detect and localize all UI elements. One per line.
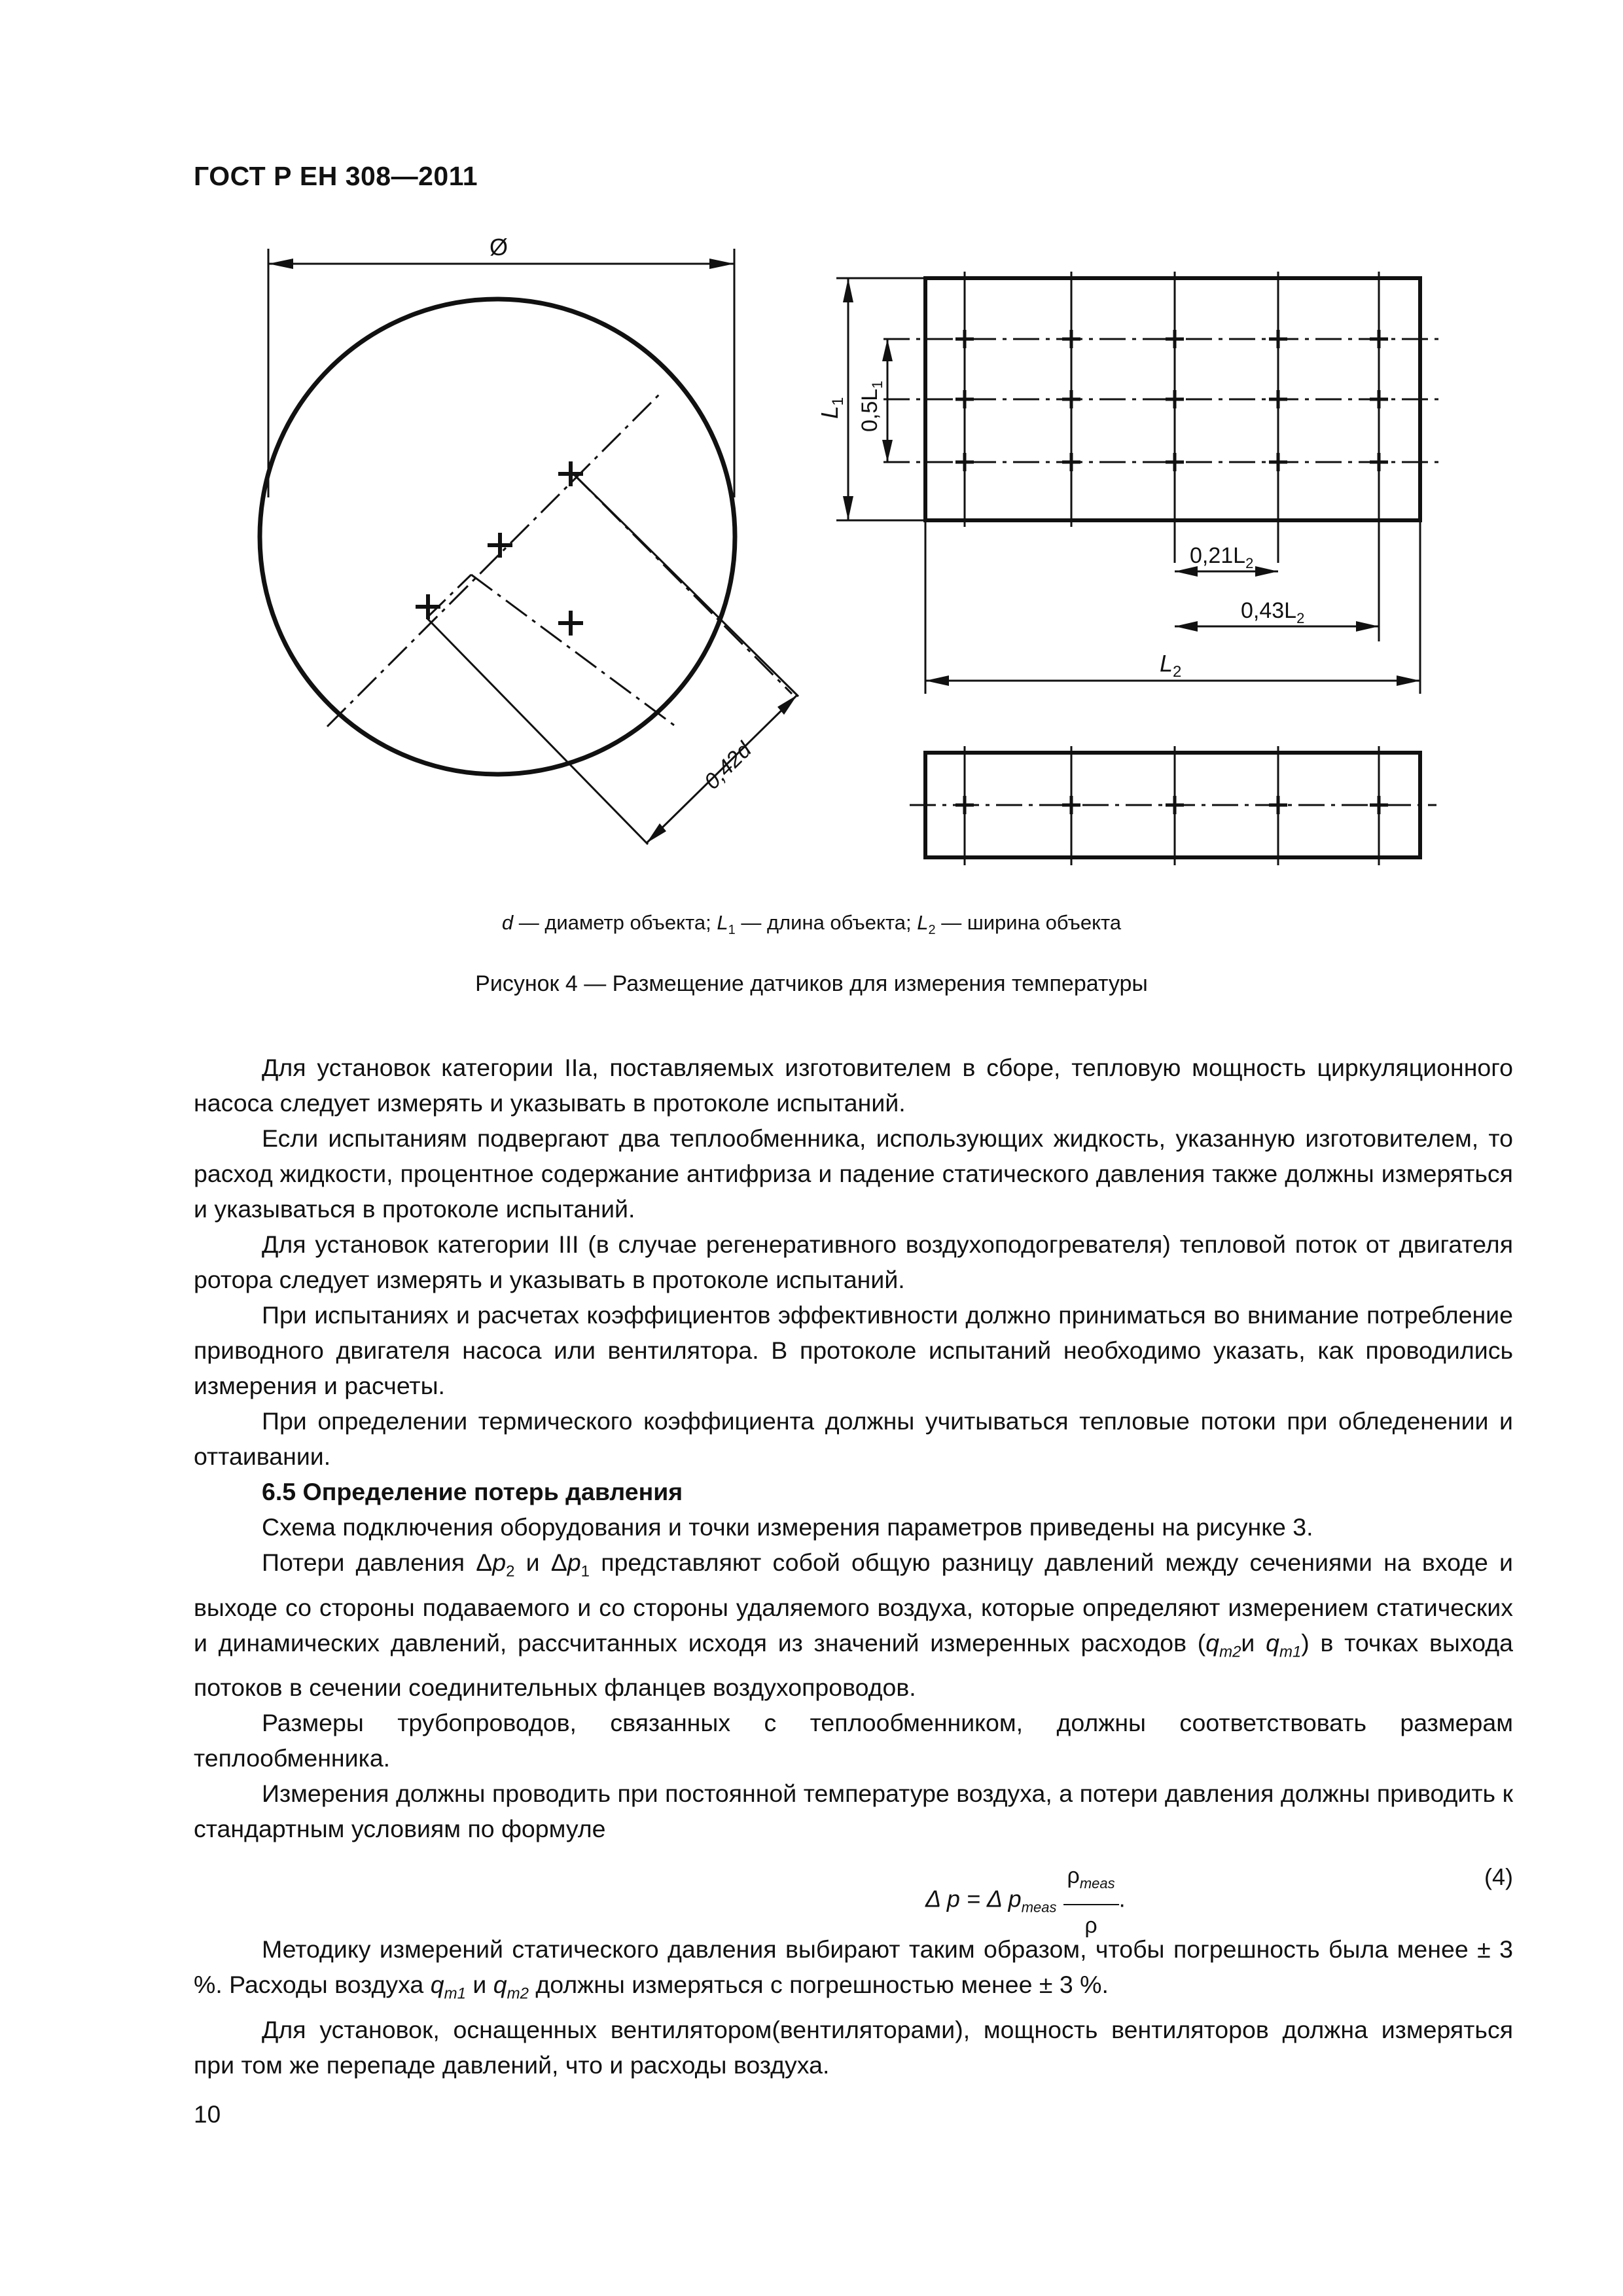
paragraph: Если испытаниям подвергают два теплообменника, использующих жидкость, указанную изготовителем, то расход жидкости, процентное содержание антифриза и падение статического давления также должны измеряться и указываться в протоколе испытаний.	[194, 1124, 1513, 1223]
sensor-cross	[416, 594, 440, 619]
formula-number: (4)	[1484, 1863, 1513, 1890]
paragraph: При испытаниях и расчетах коэффициентов эффективности должно приниматься во внимание потребление приводного двигателя насоса или вентилятора. В протоколе испытаний необходимо указать, как проводились измерения и расчеты.	[194, 1301, 1513, 1399]
document-header: ГОСТ Р ЕН 308—2011	[194, 161, 478, 191]
diameter-symbol: Ø	[490, 234, 508, 260]
circle-offset-axis-1	[427, 575, 471, 618]
d042-label: 0,42d	[699, 737, 757, 795]
paragraph: Методику измерений статического давления выбирают таким образом, чтобы погрешность была менее ± 3 %. Расходы воздуха $q_{m1}$ и $q_{m2}$ должны измеряться с погрешностью менее ± 3 %.	[194, 1935, 1513, 2003]
section-heading: 6.5 Определение потерь давления	[262, 1478, 683, 1505]
circle-center-line	[327, 393, 661, 726]
l043-label: $0,43L_2$	[1241, 598, 1305, 626]
paragraph: Потери давления $\Delta p_2$ и $\Delta p_1$ представляют собой общую разницу давлений между сечениями на входе и выходе со стороны подаваемого и со стороны удаляемого воздуха, которые определяют измерением статических и динамических давлений, рассчитанных исходя из значений измеренных расходов ($q_{m2}и$ $q_{m1}$) в точках выхода потоков в сечении соединительных фланцев воздухопроводов.	[194, 1549, 1513, 1701]
sensor-cross	[1370, 796, 1388, 814]
half-L1-label: $0,5L_1$	[857, 380, 885, 432]
L1-label: $L_1$	[816, 397, 847, 419]
sensor-cross	[1062, 796, 1080, 814]
figure-legend: d — диаметр объекта; $L_1$ — длина объекта; $L_2$ — ширина объекта	[501, 911, 1122, 938]
sensor-cross	[1370, 330, 1388, 348]
sensor-cross	[488, 533, 512, 558]
sensor-cross	[955, 453, 974, 471]
l021-label: $0,21L_2$	[1190, 543, 1254, 571]
paragraph: Для установок категории III (в случае регенеративного воздухоподогревателя) тепловой поток от двигателя ротора следует измерять и указывать в протоколе испытаний.	[194, 1230, 1513, 1293]
sensor-cross	[1370, 453, 1388, 471]
sensor-cross	[1062, 390, 1080, 408]
sensor-cross	[1062, 453, 1080, 471]
sensor-cross	[1269, 330, 1287, 348]
sensor-cross	[1269, 796, 1287, 814]
sensor-placement-figure	[0, 0, 1623, 903]
formula-4: Δ p = Δ $p_{meas}$ $\frac{\rho_{meas}}{\rho}$ . (4)	[194, 1846, 1513, 1931]
sensor-cross	[1269, 390, 1287, 408]
sensor-cross	[558, 461, 583, 486]
object-circle	[260, 299, 735, 774]
paragraph: Для установок, оснащенных вентилятором(вентиляторами), мощность вентиляторов должна измеряться при том же перепаде давлений, что и расходы воздуха.	[194, 2015, 1513, 2079]
sensor-cross	[1166, 390, 1184, 408]
sensor-cross	[1269, 453, 1287, 471]
sensor-cross	[955, 390, 974, 408]
paragraph: Размеры трубопроводов, связанных с теплообменником, должны соответствовать размерам теплообменника.	[194, 1709, 1513, 1772]
body-text	[194, 1050, 1513, 2083]
sensor-cross	[955, 796, 974, 814]
page-number: 10	[194, 2101, 221, 2128]
paragraph: Для установок категории IIa, поставляемых изготовителем в сборе, тепловую мощность циркуляционного насоса следует измерять и указывать в протоколе испытаний.	[194, 1054, 1513, 1117]
paragraph: Измерения должны проводить при постоянной температуре воздуха, а потери давления должны приводить к стандартным условиям по формуле	[194, 1780, 1513, 1842]
figure-caption: Рисунок 4 — Размещение датчиков для измерения температуры	[475, 971, 1148, 996]
sensor-cross	[1370, 390, 1388, 408]
sensor-cross	[1062, 330, 1080, 348]
paragraph: Схема подключения оборудования и точки измерения параметров приведены на рисунке 3.	[262, 1513, 1313, 1541]
sensor-cross	[1166, 796, 1184, 814]
sensor-cross	[955, 330, 974, 348]
sensor-cross	[1166, 453, 1184, 471]
circle-offset-axis-2	[471, 575, 674, 725]
sensor-cross	[558, 611, 583, 636]
paragraph: При определении термического коэффициента должны учитываться тепловые потоки при обледенении и оттаивании.	[194, 1407, 1513, 1470]
sensor-cross	[1166, 330, 1184, 348]
L2-label: $L_2$	[1160, 650, 1182, 681]
